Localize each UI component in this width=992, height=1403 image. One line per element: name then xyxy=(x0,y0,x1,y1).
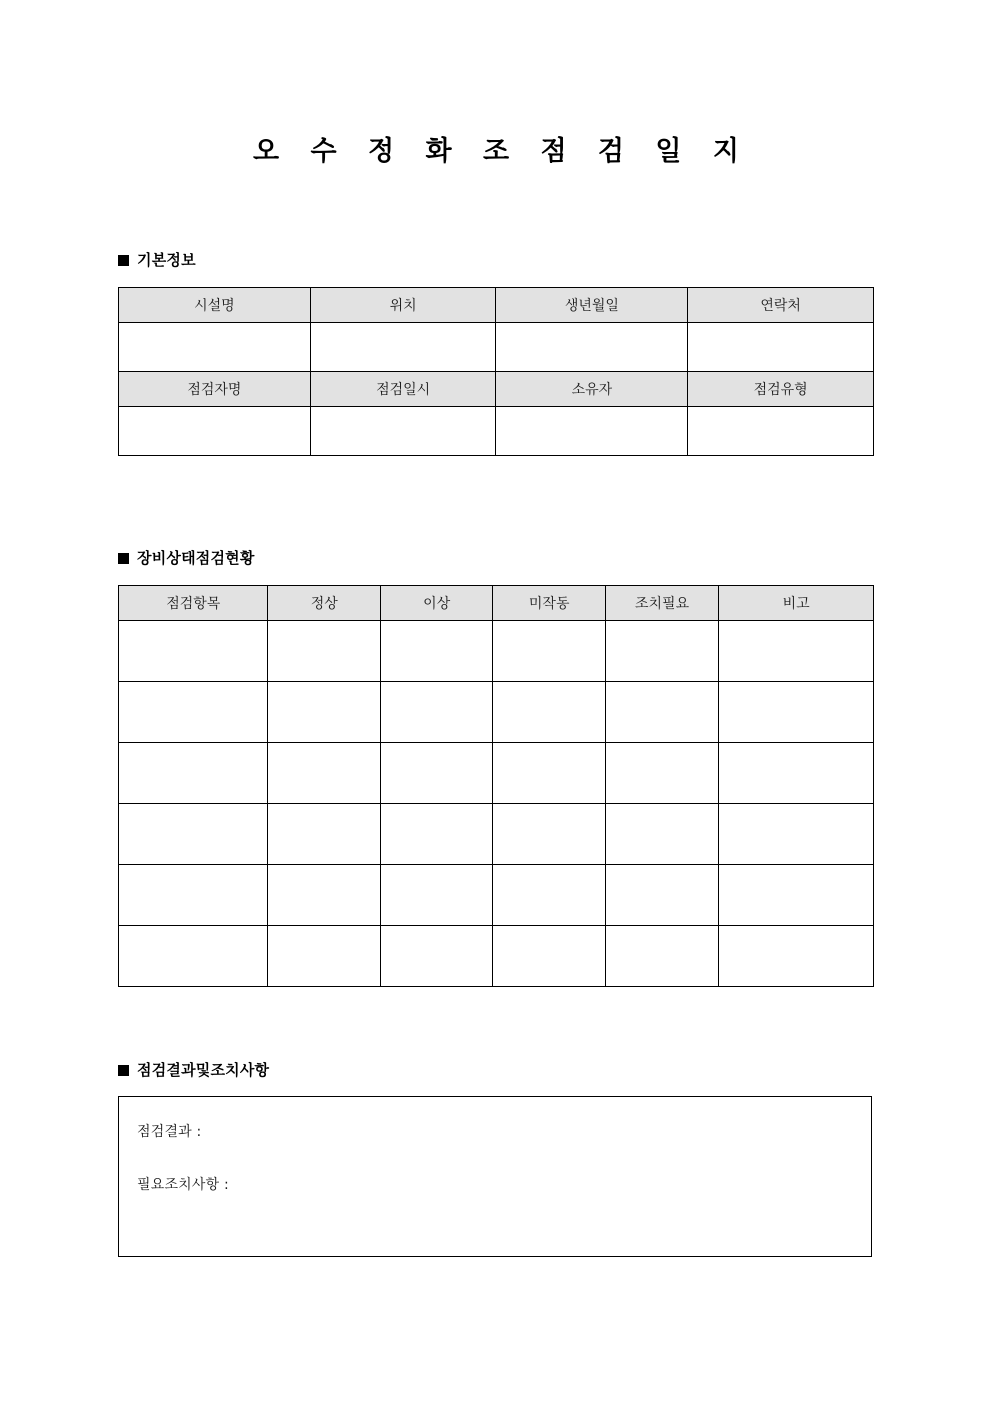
column-header-remarks: 비고 xyxy=(719,586,874,621)
input-cell-inspection-datetime[interactable] xyxy=(310,407,496,456)
input-cell-owner[interactable] xyxy=(496,407,688,456)
column-header-contact: 연락처 xyxy=(688,288,874,323)
table-row xyxy=(119,407,874,456)
cell-not-operating[interactable] xyxy=(493,743,605,804)
cell-remarks[interactable] xyxy=(719,926,874,987)
cell-action-required[interactable] xyxy=(605,804,718,865)
cell-remarks[interactable] xyxy=(719,743,874,804)
input-cell-inspector-name[interactable] xyxy=(119,407,311,456)
cell-not-operating[interactable] xyxy=(493,865,605,926)
cell-normal[interactable] xyxy=(268,743,380,804)
input-cell-contact[interactable] xyxy=(688,323,874,372)
column-header-abnormal: 이상 xyxy=(380,586,492,621)
field-label-inspection-result: 점검결과 : xyxy=(137,1124,202,1140)
cell-action-required[interactable] xyxy=(605,743,718,804)
cell-inspection-item[interactable] xyxy=(119,743,268,804)
column-header-normal: 정상 xyxy=(268,586,380,621)
table-header-row xyxy=(119,288,874,323)
square-bullet-icon xyxy=(118,553,129,564)
cell-action-required[interactable] xyxy=(605,682,718,743)
table-row xyxy=(119,804,874,865)
equipment-status-table xyxy=(118,585,874,987)
section-heading-label: 장비상태점검현황 xyxy=(137,549,255,567)
column-header-inspector-name: 점검자명 xyxy=(119,372,311,407)
cell-not-operating[interactable] xyxy=(493,926,605,987)
cell-inspection-item[interactable] xyxy=(119,804,268,865)
table-header-row xyxy=(119,372,874,407)
column-header-birthdate: 생년월일 xyxy=(496,288,688,323)
cell-not-operating[interactable] xyxy=(493,804,605,865)
column-header-action-required: 조치필요 xyxy=(605,586,718,621)
section-heading-label: 기본정보 xyxy=(137,251,196,269)
cell-inspection-item[interactable] xyxy=(119,621,268,682)
cell-abnormal[interactable] xyxy=(380,621,492,682)
section-heading-equipment-status xyxy=(118,548,255,568)
cell-normal[interactable] xyxy=(268,682,380,743)
square-bullet-icon xyxy=(118,1065,129,1076)
cell-abnormal[interactable] xyxy=(380,682,492,743)
square-bullet-icon xyxy=(118,255,129,266)
table-row xyxy=(119,743,874,804)
cell-normal[interactable] xyxy=(268,804,380,865)
cell-action-required[interactable] xyxy=(605,621,718,682)
cell-remarks[interactable] xyxy=(719,804,874,865)
input-cell-location[interactable] xyxy=(310,323,496,372)
cell-action-required[interactable] xyxy=(605,926,718,987)
table-row xyxy=(119,323,874,372)
result-and-actions-box[interactable] xyxy=(118,1096,872,1257)
field-label-required-actions: 필요조치사항 : xyxy=(137,1177,229,1193)
column-header-not-operating: 미작동 xyxy=(493,586,605,621)
table-header-row xyxy=(119,586,874,621)
column-header-inspection-type: 점검유형 xyxy=(688,372,874,407)
table-row xyxy=(119,865,874,926)
cell-not-operating[interactable] xyxy=(493,682,605,743)
cell-abnormal[interactable] xyxy=(380,865,492,926)
cell-inspection-item[interactable] xyxy=(119,865,268,926)
cell-not-operating[interactable] xyxy=(493,621,605,682)
table-row xyxy=(119,682,874,743)
column-header-owner: 소유자 xyxy=(496,372,688,407)
cell-normal[interactable] xyxy=(268,621,380,682)
column-header-facility-name: 시설명 xyxy=(119,288,311,323)
cell-inspection-item[interactable] xyxy=(119,926,268,987)
basic-info-table xyxy=(118,287,874,456)
cell-remarks[interactable] xyxy=(719,682,874,743)
section-heading-label: 점검결과및조치사항 xyxy=(137,1061,270,1079)
cell-action-required[interactable] xyxy=(605,865,718,926)
section-heading-result-and-actions xyxy=(118,1060,269,1080)
table-row xyxy=(119,621,874,682)
cell-normal[interactable] xyxy=(268,865,380,926)
cell-abnormal[interactable] xyxy=(380,804,492,865)
column-header-location: 위치 xyxy=(310,288,496,323)
section-heading-basic-info xyxy=(118,250,196,270)
page-title: 오 수 정 화 조 점 검 일 지 xyxy=(253,136,750,167)
input-cell-facility-name[interactable] xyxy=(119,323,311,372)
cell-abnormal[interactable] xyxy=(380,743,492,804)
cell-remarks[interactable] xyxy=(719,621,874,682)
cell-abnormal[interactable] xyxy=(380,926,492,987)
column-header-inspection-item: 점검항목 xyxy=(119,586,268,621)
input-cell-inspection-type[interactable] xyxy=(688,407,874,456)
table-row xyxy=(119,926,874,987)
cell-inspection-item[interactable] xyxy=(119,682,268,743)
column-header-inspection-datetime: 점검일시 xyxy=(310,372,496,407)
cell-normal[interactable] xyxy=(268,926,380,987)
cell-remarks[interactable] xyxy=(719,865,874,926)
input-cell-birthdate[interactable] xyxy=(496,323,688,372)
